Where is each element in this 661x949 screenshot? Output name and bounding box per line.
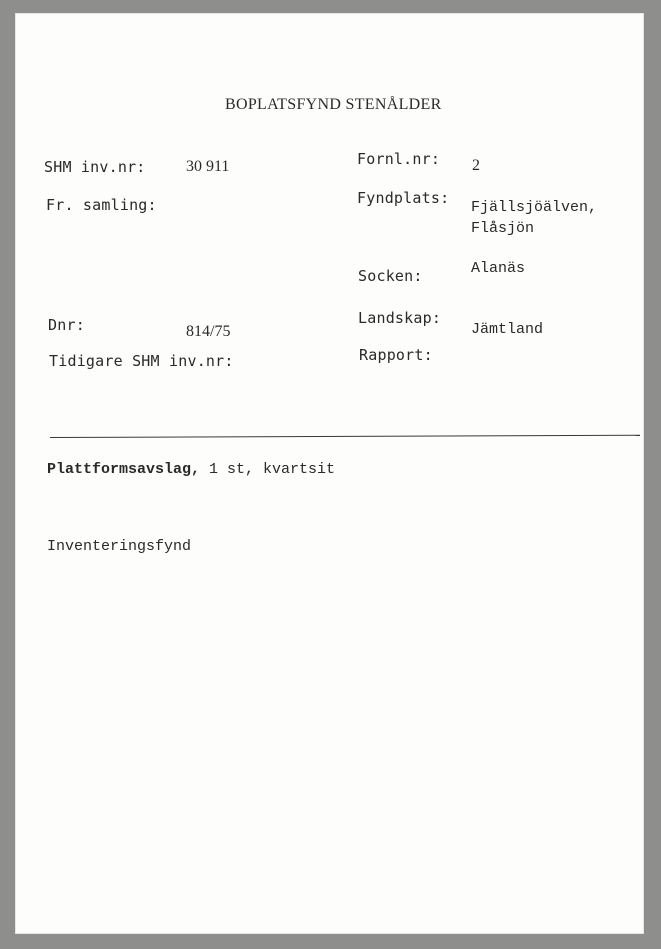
dnr-value: 814/75 [186,323,231,340]
fornl-value: 2 [472,157,480,174]
socken-value: Alanäs [471,260,526,277]
landskap-value: Jämtland [471,321,544,338]
find-details: 1 st, kvartsit [200,461,336,478]
dnr-label: Dnr: [48,316,85,334]
tidigare-shm-label: Tidigare SHM inv.nr: [49,352,234,370]
landskap-label: Landskap: [358,309,442,327]
fyndplats-label: Fyndplats: [357,189,450,207]
fr-samling-label: Fr. samling: [46,196,157,214]
fyndplats-value-line2: Flåsjön [471,220,535,237]
catalog-card [15,13,644,934]
shm-inv-label: SHM inv.nr: [44,158,146,176]
card-title: BOPLATSFYND STENÅLDER [225,96,442,113]
inventory-note: Inventeringsfynd [47,538,192,555]
find-description [47,462,335,477]
fyndplats-value-line1: Fjällsjöälven, [471,199,598,216]
divider-line [50,435,640,438]
fornl-label: Fornl.nr: [357,150,441,168]
socken-label: Socken: [358,267,423,285]
rapport-label: Rapport: [359,346,433,364]
shm-inv-value: 30 911 [186,158,230,175]
find-type: Plattformsavslag, [47,461,201,478]
